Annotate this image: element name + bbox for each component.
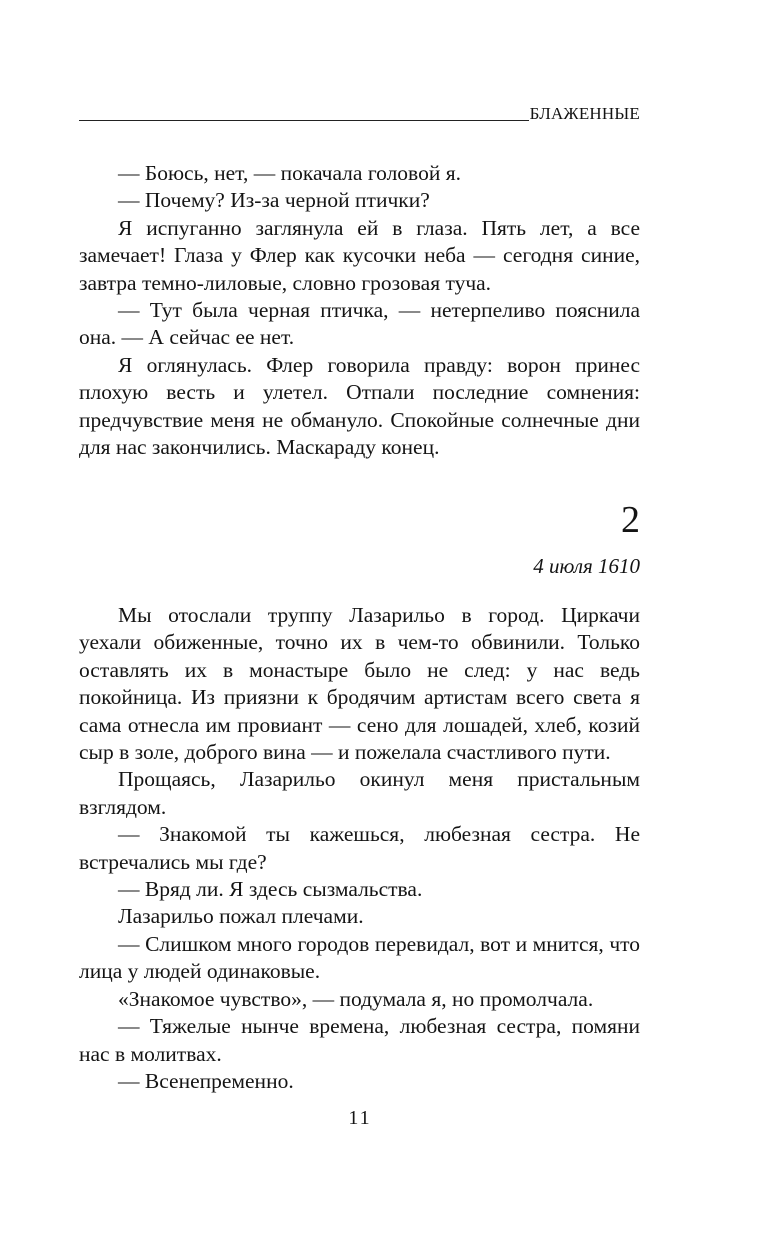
chapter-number: 2 xyxy=(621,499,640,541)
paragraph: Я испуганно заглянула ей в глаза. Пять лет, а все замечает! Глаза у Флер как кусочки неба — сегодня синие, завтра темно-лиловые, словно грозовая туча. xyxy=(79,215,640,295)
running-header-title: БЛАЖЕННЫЕ xyxy=(529,104,640,123)
paragraph: Я оглянулась. Флер говорила правду: ворон принес плохую весть и улетел. Отпали последние сомнения: предчувствие меня не обмануло. Спокойные солнечные дни для нас закончились. Маскараду конец. xyxy=(79,352,640,460)
text-block-2 xyxy=(79,602,640,1095)
paragraph: Прощаясь, Лазарильо окинул меня пристальным взглядом. xyxy=(79,767,640,819)
paragraph: — Почему? Из-за черной птички? xyxy=(118,188,430,213)
paragraph: Мы отослали труппу Лазарильо в город. Циркачи уехали обиженные, точно их в чем-то обвинили. Только оставлять их в монастыре было не след: у нас ведь покойница. Из приязни к бродячим артистам всего света я сама отнесла им провиант — сено для лошадей, хлеб, козий сыр в золе, доброго вина — и пожелала счастливого пути. xyxy=(79,603,640,765)
paragraph: «Знакомое чувство», — подумала я, но промолчала. xyxy=(118,986,594,1011)
paragraph: — Тяжелые нынче времена, любезная сестра, помяни нас в молитвах. xyxy=(79,1014,640,1066)
paragraph: Лазарильо пожал плечами. xyxy=(118,904,364,929)
paragraph: — Знакомой ты кажешься, любезная сестра. Не встречались мы где? xyxy=(79,822,640,874)
paragraph: — Тут была черная птичка, — нетерпеливо пояснила она. — А сейчас ее нет. xyxy=(79,298,640,350)
paragraph: — Вряд ли. Я здесь сызмальства. xyxy=(118,877,423,902)
header-rule xyxy=(79,120,529,121)
paragraph: — Всенепременно. xyxy=(118,1068,294,1093)
paragraph: — Слишком много городов перевидал, вот и мнится, что лица у людей одинаковые. xyxy=(79,931,640,984)
text-block-1 xyxy=(79,160,640,461)
page-number: 11 xyxy=(348,1107,372,1129)
chapter-date: 4 июля 1610 xyxy=(533,554,640,578)
running-header xyxy=(79,96,640,126)
paragraph: — Боюсь, нет, — покачала головой я. xyxy=(118,161,461,185)
